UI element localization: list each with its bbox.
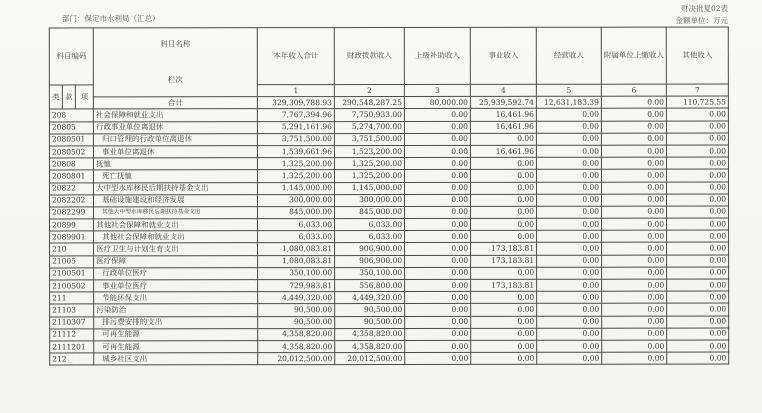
table-row: [50, 242, 729, 255]
value-cell-6: 0.00: [602, 194, 667, 206]
subject-name-cell: 行政单位医疗: [94, 267, 258, 279]
total-cell-5: 12,631,183.39: [536, 96, 601, 108]
value-cell-6: 0.00: [601, 133, 666, 145]
value-cell-4: 0.00: [470, 170, 536, 182]
table-row: [49, 194, 728, 207]
value-cell-5: 0.00: [537, 218, 602, 230]
value-cell-4: 0.00: [471, 218, 537, 230]
value-cell-6: 0.00: [602, 206, 667, 218]
table-row: [49, 157, 728, 170]
value-cell-6: 0.00: [602, 279, 667, 291]
value-cell-5: 0.00: [536, 109, 601, 121]
value-cell-4: 173,183.81: [471, 279, 537, 291]
value-cell-4: 0.00: [471, 182, 537, 194]
subject-code-cell: 20899: [50, 219, 94, 231]
currency-unit: 金额单位：万元: [675, 16, 728, 25]
subject-name-cell: 医疗卫生与计划生育支出: [94, 243, 258, 255]
subject-code-cell: 21112: [50, 329, 94, 341]
subject-name-cell: 抚恤: [93, 158, 257, 170]
subject-code-cell: 2110307: [50, 316, 94, 328]
value-cell-1: 6,033.00: [258, 231, 335, 243]
value-cell-6: 0.00: [602, 243, 667, 255]
table-row: [49, 169, 728, 182]
value-cell-5: 0.00: [537, 279, 602, 291]
value-cell-5: 0.00: [537, 352, 602, 364]
value-cell-7: 0.00: [667, 352, 729, 364]
total-label: [93, 97, 257, 109]
value-cell-2: 906,900.00: [335, 243, 405, 255]
value-cell-2: 4,358,820.00: [335, 328, 405, 340]
subject-code-cell: 2080501: [49, 134, 93, 146]
value-cell-7: 0.00: [667, 242, 729, 254]
table-row: [50, 279, 729, 292]
total-cell-7: 110,725.55: [666, 96, 728, 108]
value-cell-3: 0.00: [405, 182, 471, 194]
subject-code-cell: 2082202: [49, 195, 93, 207]
subject-code-cell: 2100502: [50, 280, 94, 292]
subject-code-cell: 212: [50, 353, 94, 365]
value-cell-1: 90,500.00: [258, 304, 335, 316]
value-cell-1: 4,358,820.00: [258, 341, 335, 353]
value-cell-6: 0.00: [601, 145, 666, 157]
value-cell-3: 0.00: [405, 267, 471, 279]
value-cell-3: 0.00: [405, 255, 471, 267]
subject-code-cell: 210: [50, 243, 94, 255]
value-cell-6: 0.00: [601, 121, 666, 133]
subject-name-cell: 其他大中型水库移民后期扶持基金支出: [94, 207, 258, 219]
col-num-2: 2: [334, 84, 404, 96]
value-cell-4: 0.00: [470, 133, 536, 145]
subject-name-cell: 可再生能源: [94, 341, 258, 353]
value-cell-4: 16,461.96: [470, 145, 536, 157]
table-row: [50, 267, 729, 280]
value-cell-1: 1,325,200.00: [257, 158, 334, 170]
value-cell-1: 7,767,394.96: [257, 109, 334, 121]
subject-code-cell: 20805: [49, 121, 93, 133]
value-cell-6: 0.00: [602, 182, 667, 194]
value-cell-1: 1,080,083.81: [258, 255, 335, 267]
total-cell-3: 80,000.00: [404, 97, 470, 109]
value-cell-5: 0.00: [537, 243, 602, 255]
value-cell-3: 0.00: [405, 231, 471, 243]
table-row: [50, 255, 729, 268]
value-cell-3: 0.00: [405, 206, 471, 218]
subject-code-cell: 2089901: [50, 231, 94, 243]
col-header-subject-name: [93, 28, 257, 97]
value-cell-1: 1,145,000.00: [258, 182, 335, 194]
value-cell-1: 1,539,661.96: [257, 146, 334, 158]
value-cell-4: 173,183.81: [471, 255, 537, 267]
table-row: [50, 230, 729, 243]
value-cell-7: 0.00: [667, 194, 729, 206]
value-cell-2: 3,751,500.00: [334, 133, 404, 145]
value-cell-5: 0.00: [537, 230, 602, 242]
value-cell-3: 0.00: [404, 109, 470, 121]
subject-name-cell: 事业单位医疗: [94, 280, 258, 292]
value-cell-5: 0.00: [536, 170, 601, 182]
value-cell-1: 5,291,161.96: [257, 121, 334, 133]
value-cell-3: 0.00: [405, 279, 471, 291]
value-cell-5: 0.00: [537, 304, 602, 316]
col-num-1: 1: [257, 85, 334, 97]
col-label-visible: 栏次: [167, 75, 183, 85]
value-cell-1: 350,100.00: [258, 267, 335, 279]
value-cell-3: 0.00: [405, 340, 471, 352]
value-cell-1: 4,449,320.00: [258, 292, 335, 304]
value-cell-2: 7,750,933.00: [334, 109, 404, 121]
value-cell-2: 20,012,500.00: [335, 353, 405, 365]
value-cell-6: 0.00: [602, 230, 667, 242]
value-cell-1: 845,000.00: [258, 206, 335, 218]
department-label: 部门：保定市水利局（汇总）: [62, 14, 160, 23]
subject-name-cell: 基础设施建设和经济发展: [94, 194, 258, 206]
value-cell-2: 845,000.00: [335, 206, 405, 218]
value-cell-5: 0.00: [537, 206, 602, 218]
value-cell-4: 16,461.96: [470, 121, 536, 133]
subject-name-cell: 死亡抚恤: [93, 170, 257, 182]
value-cell-3: 0.00: [405, 328, 471, 340]
item-label: 款: [62, 85, 75, 109]
total-label-text: 合计: [167, 98, 183, 108]
subject-code-cell: 208: [49, 109, 93, 121]
col-header-subject-code: 科目编码: [49, 28, 93, 85]
total-cell-2: 290,548,287.25: [334, 97, 404, 109]
subject-code-cell: 20822: [49, 182, 93, 194]
value-cell-1: 20,012,500.00: [258, 353, 335, 365]
subject-code-cell: 2080801: [49, 170, 93, 182]
value-cell-2: 5,274,700.00: [334, 121, 404, 133]
value-cell-5: 0.00: [537, 291, 602, 303]
value-cell-4: 0.00: [470, 157, 536, 169]
value-cell-2: 6,033.00: [335, 231, 405, 243]
col-header-other: 其他收入: [666, 27, 728, 84]
value-cell-3: 0.00: [405, 353, 471, 365]
table-row: [50, 352, 729, 365]
table-row: [50, 218, 729, 231]
value-cell-2: 90,500.00: [335, 316, 405, 328]
value-cell-3: 0.00: [405, 316, 471, 328]
total-cell-1: 329,309,788.93: [257, 97, 334, 109]
table-row: [50, 340, 729, 353]
col-num-7: 7: [666, 84, 728, 96]
value-cell-5: 0.00: [536, 133, 601, 145]
value-cell-4: 0.00: [471, 231, 537, 243]
value-cell-6: 0.00: [601, 157, 666, 169]
subject-name-cell: 排污费安排的支出: [94, 316, 258, 328]
subject-name-cell: 大中型水库移民后期扶持基金支出: [94, 182, 258, 194]
value-cell-5: 0.00: [536, 157, 601, 169]
value-cell-3: 0.00: [404, 133, 470, 145]
table-row: [49, 121, 728, 134]
subject-name-cell: 行政事业单位离退休: [93, 121, 257, 133]
table-row: [50, 303, 729, 316]
value-cell-7: 0.00: [666, 157, 728, 169]
value-cell-5: 0.00: [537, 316, 602, 328]
value-cell-4: 0.00: [471, 352, 537, 364]
value-cell-7: 0.00: [667, 267, 729, 279]
col-header-total: 本年收入合计: [257, 28, 334, 85]
subject-code-cell: 2082299: [50, 207, 94, 219]
value-cell-7: 0.00: [666, 145, 728, 157]
subject-code-cell: 21005: [50, 256, 94, 268]
value-cell-1: 1,080,083.81: [258, 243, 335, 255]
table-row: [50, 316, 729, 329]
value-cell-2: 1,325,200.00: [334, 158, 404, 170]
subject-code-cell: 2111201: [50, 341, 94, 353]
subject-code-cell: 2080502: [49, 146, 93, 158]
value-cell-6: 0.00: [602, 303, 667, 315]
value-cell-5: 0.00: [537, 267, 602, 279]
value-cell-4: 0.00: [471, 194, 537, 206]
value-cell-4: 0.00: [471, 316, 537, 328]
value-cell-4: 0.00: [471, 304, 537, 316]
value-cell-3: 0.00: [405, 292, 471, 304]
value-cell-7: 0.00: [667, 206, 729, 218]
table-row: [50, 206, 729, 219]
value-cell-5: 0.00: [536, 121, 601, 133]
table-row: [50, 328, 729, 341]
col-header-business: 事业收入: [470, 27, 536, 84]
value-cell-1: 6,033.00: [258, 219, 335, 231]
value-cell-4: 0.00: [471, 206, 537, 218]
value-cell-7: 0.00: [667, 182, 729, 194]
sub-item-label: 项: [75, 85, 93, 109]
value-cell-7: 0.00: [667, 218, 729, 230]
value-cell-2: 300,000.00: [335, 194, 405, 206]
value-cell-4: 0.00: [471, 340, 537, 352]
table-body: [49, 108, 728, 365]
value-cell-2: 6,033.00: [335, 219, 405, 231]
col-num-4: 4: [470, 84, 536, 96]
col-header-superior: 上级补助收入: [404, 27, 470, 84]
value-cell-5: 0.00: [537, 182, 602, 194]
value-cell-1: 300,000.00: [258, 194, 335, 206]
subject-name-cell: 事业单位离退休: [93, 146, 257, 158]
col-header-fiscal: 财政拨款收入: [334, 27, 404, 84]
value-cell-5: 0.00: [536, 145, 601, 157]
value-cell-2: 906,900.00: [335, 255, 405, 267]
value-cell-5: 0.00: [537, 328, 602, 340]
value-cell-2: 350,100.00: [335, 267, 405, 279]
subject-name-cell: 其他社会保障和就业支出: [94, 231, 258, 243]
total-cell-6: 0.00: [601, 96, 666, 108]
class-label: 类: [49, 85, 62, 109]
value-cell-6: 0.00: [602, 328, 667, 340]
col-num-5: 5: [536, 84, 601, 96]
value-cell-6: 0.00: [602, 352, 667, 364]
value-cell-7: 0.00: [666, 108, 728, 120]
value-cell-7: 0.00: [666, 169, 728, 181]
value-cell-7: 0.00: [667, 340, 729, 352]
value-cell-7: 0.00: [667, 255, 729, 267]
value-cell-1: 1,325,200.00: [257, 170, 334, 182]
value-cell-7: 0.00: [667, 230, 729, 242]
table-row: [49, 182, 728, 195]
value-cell-1: 90,500.00: [258, 316, 335, 328]
subject-code-cell: 211: [50, 292, 94, 304]
value-cell-2: 556,800.00: [335, 279, 405, 291]
value-cell-5: 0.00: [537, 194, 602, 206]
subject-code-cell: 20808: [49, 158, 93, 170]
total-cell-4: 25,939,592.74: [470, 96, 536, 108]
value-cell-7: 0.00: [667, 291, 729, 303]
table-number: 财决批复02表: [680, 4, 728, 13]
value-cell-6: 0.00: [602, 316, 667, 328]
col-header-operating: 经营收入: [536, 27, 601, 84]
value-cell-3: 0.00: [405, 243, 471, 255]
value-cell-2: 1,145,000.00: [335, 182, 405, 194]
value-cell-4: 0.00: [471, 267, 537, 279]
table-row: [49, 133, 728, 146]
value-cell-6: 0.00: [601, 108, 666, 120]
value-cell-1: 729,983.81: [258, 280, 335, 292]
subject-name-cell: 其他社会保障和就业支出: [94, 219, 258, 231]
value-cell-6: 0.00: [602, 340, 667, 352]
table-row: [50, 291, 729, 304]
income-table: [49, 27, 730, 366]
value-cell-7: 0.00: [667, 303, 729, 315]
subject-name-title: 科目名称: [160, 39, 191, 49]
value-cell-3: 0.00: [405, 194, 471, 206]
subject-name-cell: 社会保障和就业支出: [93, 109, 257, 121]
value-cell-2: 1,325,200.00: [334, 170, 404, 182]
value-cell-4: 0.00: [471, 291, 537, 303]
value-cell-5: 0.00: [537, 255, 602, 267]
subject-name-cell: 可再生能源: [94, 328, 258, 340]
col-num-6: 6: [601, 84, 666, 96]
subject-code-cell: 2100501: [50, 268, 94, 280]
subject-name-cell: 污染防治: [94, 304, 258, 316]
value-cell-7: 0.00: [667, 328, 729, 340]
subject-name-cell: 节能环保支出: [94, 292, 258, 304]
table-row: [49, 108, 728, 121]
value-cell-7: 0.00: [666, 121, 728, 133]
subject-code-cell: 21103: [50, 304, 94, 316]
value-cell-1: 4,358,820.00: [258, 328, 335, 340]
value-cell-3: 0.00: [404, 121, 470, 133]
value-cell-3: 0.00: [404, 145, 470, 157]
value-cell-6: 0.00: [602, 255, 667, 267]
subject-name-cell: 归口管理的行政单位离退休: [93, 133, 257, 145]
value-cell-2: 1,523,200.00: [334, 145, 404, 157]
value-cell-5: 0.00: [537, 340, 602, 352]
col-num-3: 3: [404, 84, 470, 96]
subject-name-cell: 城乡社区支出: [94, 353, 258, 365]
value-cell-4: 0.00: [471, 328, 537, 340]
value-cell-6: 0.00: [602, 218, 667, 230]
value-cell-6: 0.00: [602, 267, 667, 279]
table-row: [49, 145, 728, 158]
subject-name-cell: 医疗保障: [94, 255, 258, 267]
value-cell-3: 0.00: [405, 218, 471, 230]
value-cell-7: 0.00: [667, 279, 729, 291]
value-cell-6: 0.00: [601, 169, 666, 181]
value-cell-2: 4,449,320.00: [335, 292, 405, 304]
col-header-affiliated: 附属单位上缴收入: [601, 27, 666, 84]
value-cell-3: 0.00: [404, 158, 470, 170]
value-cell-3: 0.00: [404, 170, 470, 182]
value-cell-2: 90,500.00: [335, 304, 405, 316]
value-cell-4: 173,183.81: [471, 243, 537, 255]
value-cell-6: 0.00: [602, 291, 667, 303]
value-cell-7: 0.00: [667, 316, 729, 328]
value-cell-3: 0.00: [405, 304, 471, 316]
value-cell-4: 16,461.96: [470, 109, 536, 121]
value-cell-7: 0.00: [666, 133, 728, 145]
value-cell-2: 4,358,820.00: [335, 340, 405, 352]
value-cell-1: 3,751,500.00: [257, 133, 334, 145]
